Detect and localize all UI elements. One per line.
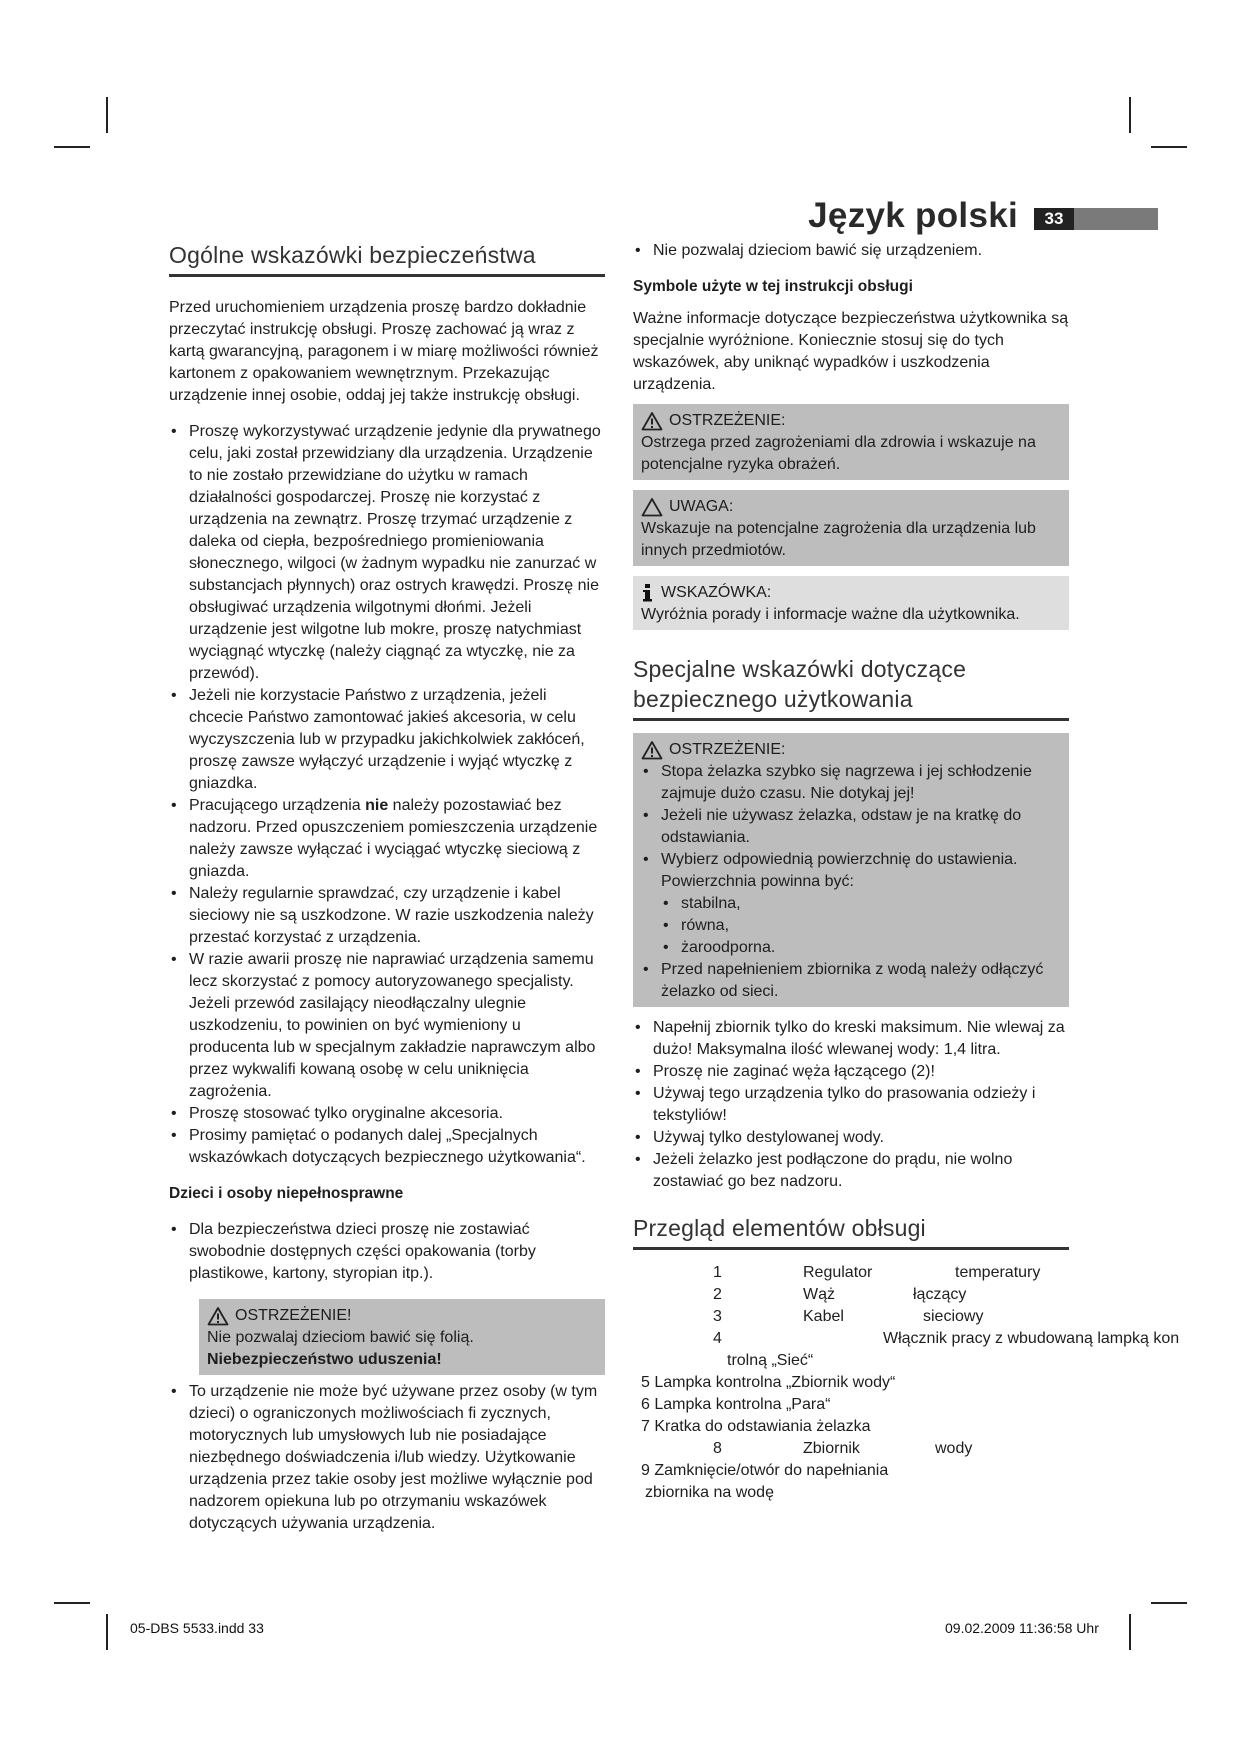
legend-label: Wąż [803,1286,835,1303]
list-item: • Proszę wykorzystywać urządzenie jedynie dla prywatnego celu, jaki został przewidziany dla urządzenia. Urządzenie to nie zostało przewidziane do użytku w ramach działalności gospodarczej. Proszę nie korzystać z urządzenia na zewnątrz. Proszę trzymać urządzenie z daleka od ciepła, bezpośredniego promieniowania słonecznego, wilgoci (w żadnym wypadku nie zanurzać w substancjach płynnych) oraz ostrych krawędzi. Proszę nie obsługiwać urządzenia wilgotnymi dłońmi. Jeżeli urządzenie jest wilgotne lub mokre, proszę natychmiast wyciągnąć wtyczkę (należy ciągnąć za wtyczkę, nie za przewód). [169,421,605,685]
list-item: • W razie awarii proszę nie naprawiać urządzenia samemu lecz skorzystać z pomocy autoryzowanego specjalisty. Jeżeli przewód zasilający nieodłączalny ulegnie uszkodzeniu, to powinien on być wymieniony u producenta lub w specjalnym zakładzie naprawczym albo przez wykwalifi kowaną osobę w celu uniknięcia zagrożenia. [169,949,605,1103]
page-number-bar [1074,208,1158,230]
warning-triangle-icon [207,1306,229,1326]
list-item: • żaroodporna. [661,937,1061,959]
legend-label: Włącznik pracy z wbudowaną lampką kon [883,1330,1180,1347]
legend-label: łączący [913,1286,967,1303]
crop-mark [54,146,90,148]
list-item: • Prosimy pamiętać o podanych dalej „Specjalnych wskazówkach dotyczących bezpiecznego użytkowania“. [169,1125,605,1169]
list-item: • Pracującego urządzenia nie należy pozostawiać bez nadzoru. Przed opuszczeniem pomieszczenia urządzenie należy zawsze wyłączać i wyciągać wtyczkę sieciową z gniazda. [169,795,605,883]
special-warning-title: OSTRZEŻENIE: [669,741,786,758]
special-warning-list [641,761,1061,1003]
warning-triangle-icon [641,411,663,431]
list-item: • Przed napełnieniem zbiornika z wodą należy odłączyć żelazko od sieci. [641,959,1061,1003]
list-item: • Należy regularnie sprawdzać, czy urządzenie i kabel sieciowy nie są uszkodzone. W razie uszkodzenia należy przestać korzystać z urządzenia. [169,883,605,949]
symbols-paragraph: Ważne informacje dotyczące bezpieczeństwa użytkownika są specjalnie wyróżnione. Koniecznie stosuj się do tych wskazówek, aby uniknąć wypadków i uszkodzenia urządzenia. [633,310,1069,393]
intro-paragraph: Przed uruchomieniem urządzenia proszę bardzo dokładnie przeczytać instrukcję obsługi. Proszę zachować ją wraz z kartą gwarancyjną, paragonem i w miarę możliwości również kartonem z opakowaniem wewnętrznym. Przekazując urządzenie innej osobie, oddaj jej także instrukcję obsługi. [169,299,599,404]
legend-num: 8 [713,1440,722,1457]
footer-file: 05-DBS 5533.indd 33 [130,1620,264,1636]
top-bullet-list [633,240,1069,262]
list-item: • Jeżeli nie korzystacie Państwo z urządzenia, jeżeli chcecie Państwo zamontować jakieś akcesoria, w celu wyczyszczenia lub w przypadku jakichkolwiek zakłóceń, proszę zawsze wyłączyć urządzenie i wyjąć wtyczkę z gniazdka. [169,685,605,795]
legend-num: 2 [713,1286,722,1303]
usage-bullet-list [633,1017,1069,1193]
list-item: • równa, [661,915,1061,937]
caution-definition-title: UWAGA: [669,498,734,515]
section-title-overview: Przegląd elementów obłsugi [633,1215,926,1241]
list-item: • Nie pozwalaj dzieciom bawić się urządzeniem. [633,240,1069,262]
warning-box-emphasis: Niebezpieczeństwo uduszenia! [207,1351,442,1368]
list-item: • stabilna, [661,893,1061,915]
legend-label: wody [935,1440,973,1457]
legend-num: 3 [713,1308,722,1325]
warning-definition-title: OSTRZEŻENIE: [669,412,786,429]
children-bullet-list [169,1219,605,1285]
crop-mark [1151,146,1187,148]
legend-item: 5 Lampka kontrolna „Zbiornik wody“ [641,1374,896,1391]
hint-definition-title: WSKAZÓWKA: [661,584,772,601]
symbols-heading: Symbole użyte w tej instrukcji obsługi [633,278,913,295]
section-title-general-safety: Ogólne wskazówki bezpieczeństwa [169,242,536,268]
legend-num: 4 [713,1330,722,1347]
section-rule [633,718,1069,721]
legend-label: trolną „Sieć“ [727,1352,814,1369]
caution-definition-text: Wskazuje na potencjalne zagrożenia dla urządzenia lub innych przedmiotów. [641,520,1036,559]
special-warning-box [633,733,1069,1007]
warning-definition-box [633,404,1069,480]
warning-box-header [207,1305,597,1327]
warning-definition-text: Ostrzega przed zagrożeniami dla zdrowia i wskazuje na potencjalne ryzyka obrażeń. [641,434,1036,473]
page-header [808,196,1158,238]
list-item: • To urządzenie nie może być używane przez osoby (w tym dzieci) o ograniczonych możliwościach fi zycznych, motorycznych lub umysłowych lub nie posiadające niezbędnego doświadczenia i/lub wiedzy. Użytkowanie urządzenia przez takie osoby jest możliwe wyłącznie pod nadzorem opiekuna lub po otrzymaniu wskazówek dotyczących używania urządzenia. [169,1381,605,1535]
warning-box [199,1299,605,1375]
crop-mark [106,97,108,133]
warning-box-text: Nie pozwalaj dzieciom bawić się folią. [207,1329,474,1346]
section-rule [633,1247,1069,1250]
legend-label: Regulator [803,1264,873,1281]
hint-definition-text: Wyróżnia porady i informacje ważne dla użytkownika. [641,606,1020,623]
crop-mark [54,1602,90,1604]
legend-label: Kabel [803,1308,844,1325]
list-item: • Wybierz odpowiednią powierzchnię do ustawienia. Powierzchnia powinna być: • stabilna, • równa, • żaroodporna. [641,849,1061,959]
footer-date: 09.02.2009 11:36:58 Uhr [945,1620,1099,1636]
list-item: • Proszę nie zaginać węża łączącego (2)! [633,1061,1069,1083]
legend-label: Zbiornik [803,1440,860,1457]
list-item: • Używaj tylko destylowanej wody. [633,1127,1069,1149]
caution-triangle-icon [641,497,663,517]
warning-box-title: OSTRZEŻENIE! [235,1307,352,1324]
legend-label: temperatury [955,1264,1041,1281]
capability-bullet-list [169,1381,605,1535]
surface-requirements-list [661,893,1061,959]
legend-item: 7 Kratka do odstawiania żelazka [641,1418,871,1435]
list-item: • Jeżeli nie używasz żelazka, odstaw je na kratkę do odstawiania. [641,805,1061,849]
list-item: • Stopa żelazka szybko się nagrzewa i jej schłodzenie zajmuje dużo czasu. Nie dotykaj jej! [641,761,1061,805]
crop-mark [1129,1614,1131,1650]
list-item: • Dla bezpieczeństwa dzieci proszę nie zostawiać swobodnie dostępnych części opakowania (torby plastikowe, kartony, styropian itp.). [169,1219,605,1285]
hint-definition-box [633,576,1069,630]
section-title-special: Specjalne wskazówki dotyczące bezpiecznego użytkowania [633,656,967,712]
list-item: • Używaj tego urządzenia tylko do prasowania odzieży i tekstyliów! [633,1083,1069,1127]
parts-legend [633,1262,1180,1532]
left-column [169,240,605,1535]
children-heading: Dzieci i osoby niepełnosprawne [169,1185,404,1202]
crop-mark [1129,97,1131,133]
safety-bullet-list [169,421,605,1169]
crop-mark [106,1614,108,1650]
section-rule [169,274,605,277]
legend-item: 6 Lampka kontrolna „Para“ [641,1396,831,1413]
language-title: Język polski [808,196,1018,235]
right-column [633,240,1180,1532]
caution-definition-box [633,490,1069,566]
legend-item: 9 Zamknięcie/otwór do napełniania [641,1462,889,1479]
legend-label: sieciowy [923,1308,984,1325]
crop-mark [1151,1602,1187,1604]
legend-item: zbiornika na wodę [645,1484,774,1501]
list-item: • Proszę stosować tylko oryginalne akcesoria. [169,1103,605,1125]
list-item: • Napełnij zbiornik tylko do kreski maksimum. Nie wlewaj za dużo! Maksymalna ilość wlewanej wody: 1,4 litra. [633,1017,1069,1061]
page-number: 33 [1034,208,1074,230]
legend-num: 1 [713,1264,722,1281]
info-icon [641,583,655,603]
list-item: • Jeżeli żelazko jest podłączone do prądu, nie wolno zostawiać go bez nadzoru. [633,1149,1069,1193]
warning-triangle-icon [641,740,663,760]
